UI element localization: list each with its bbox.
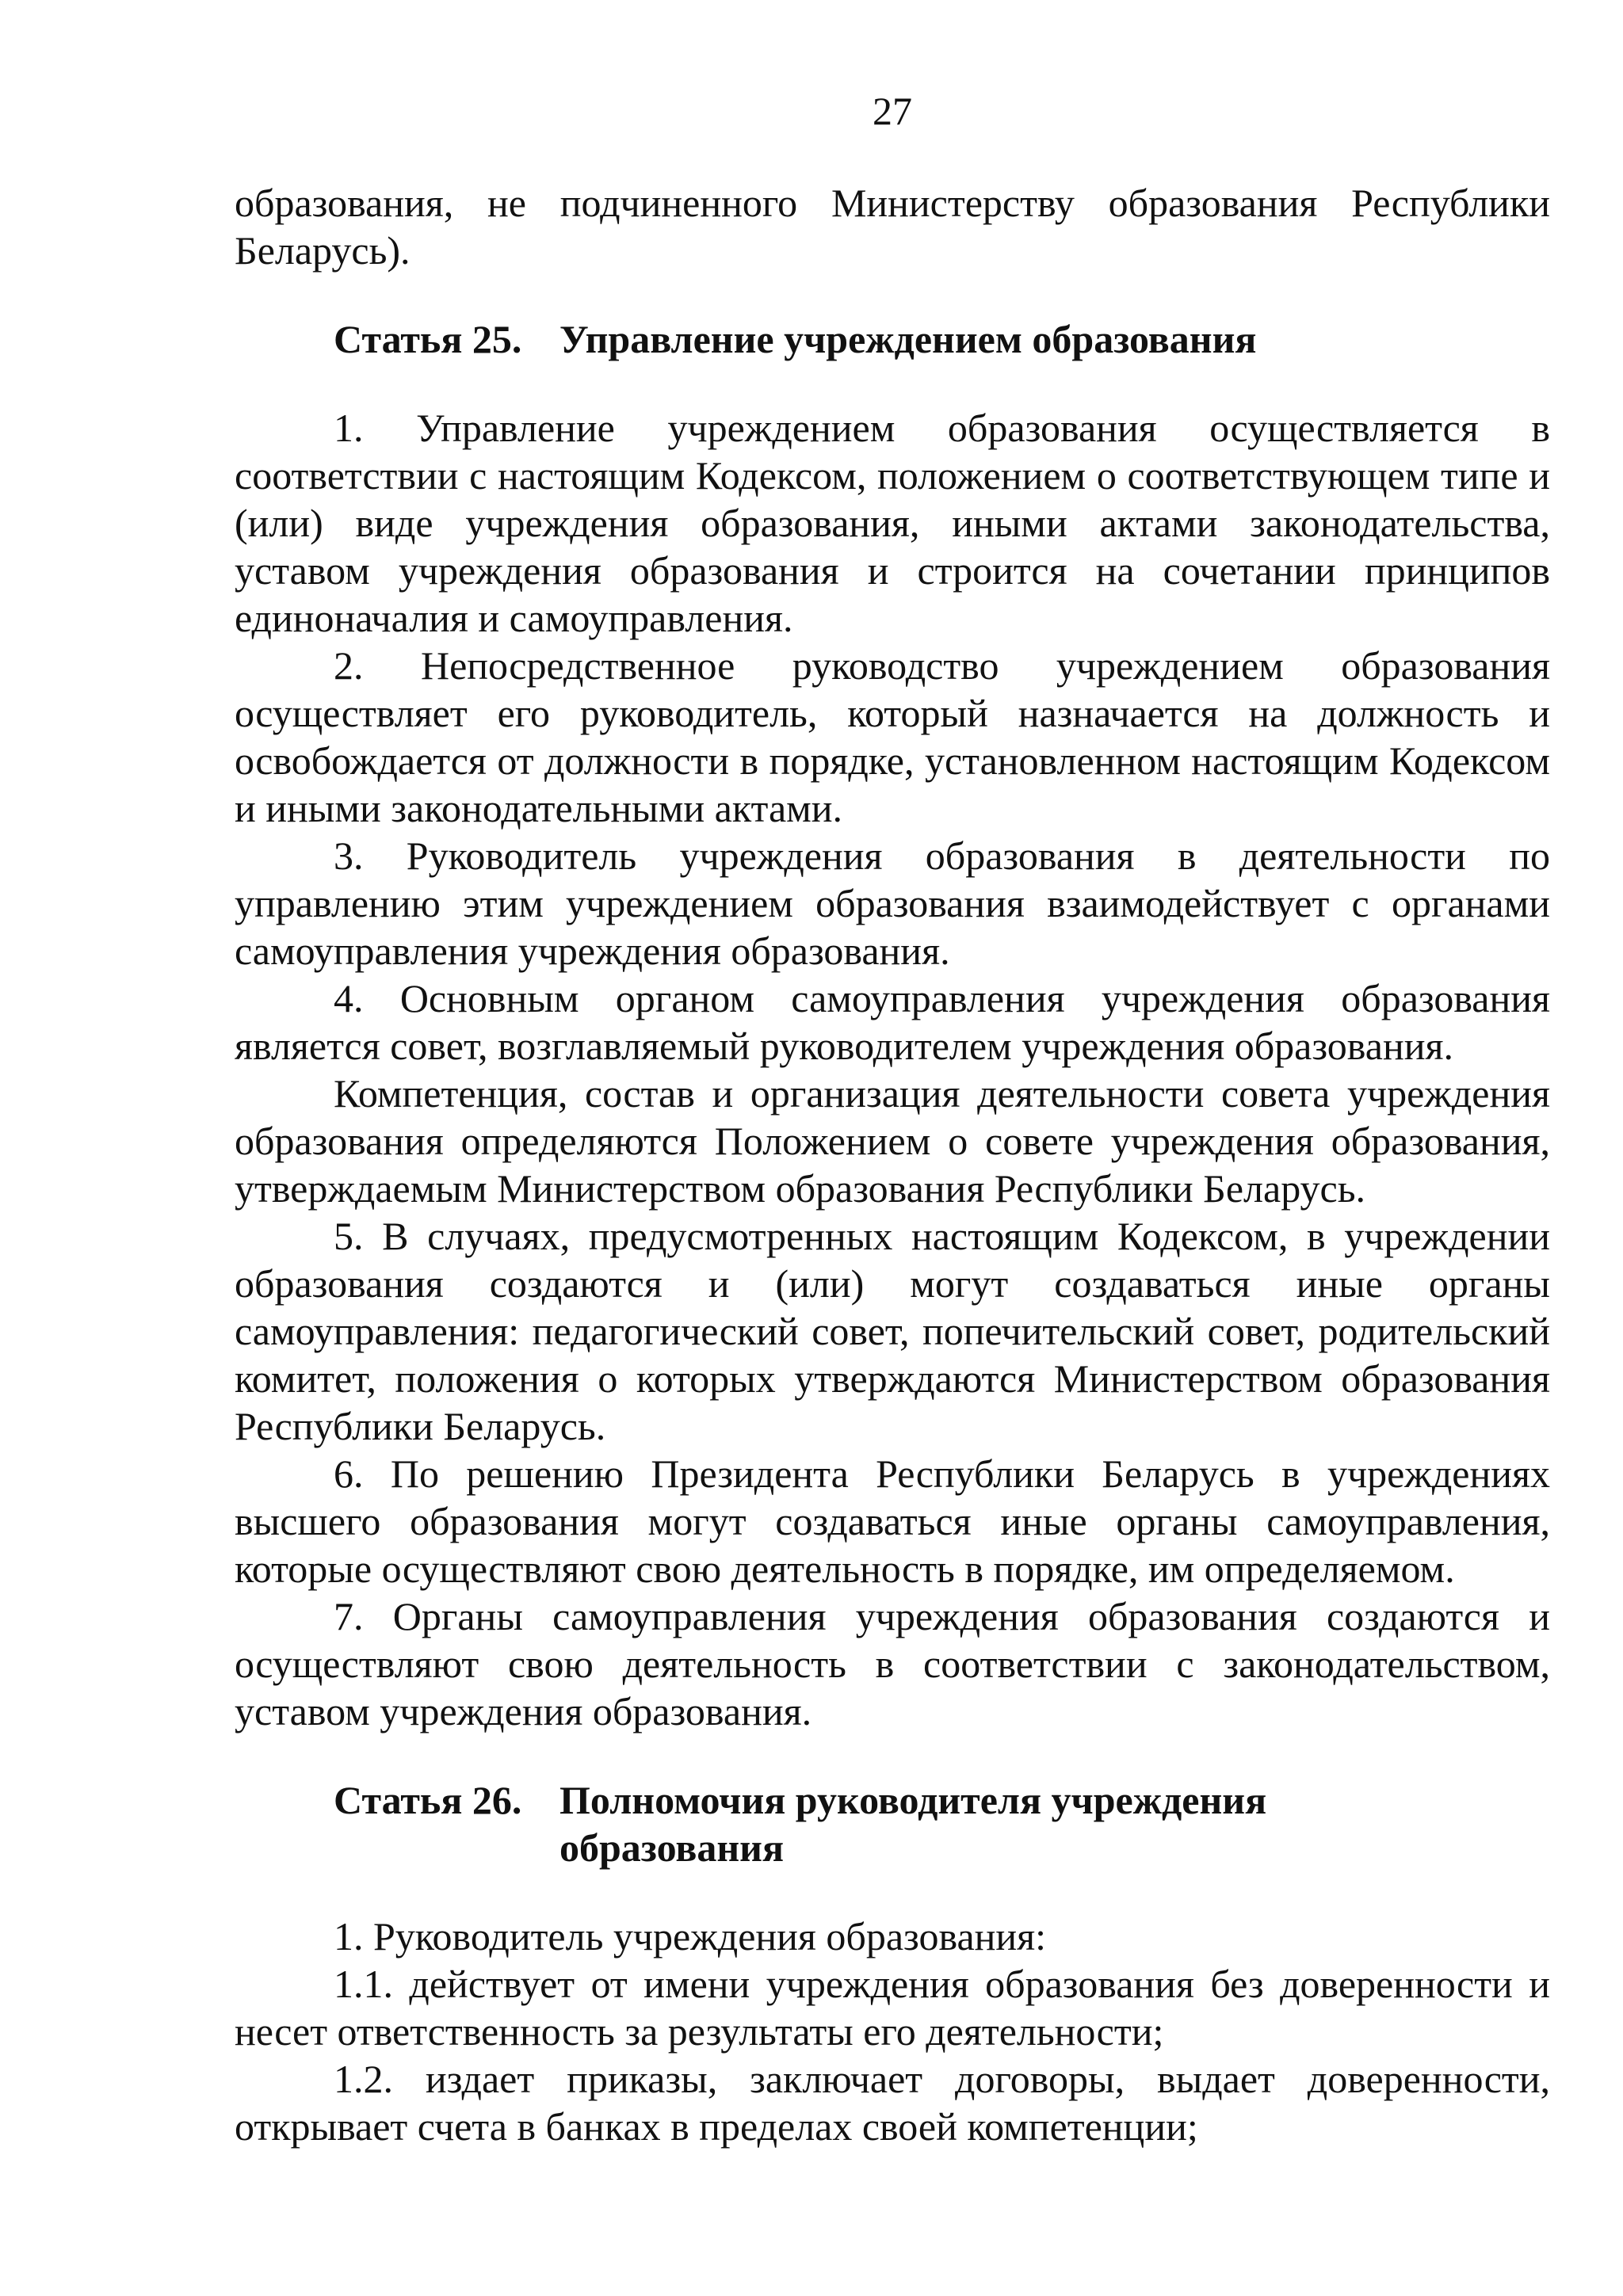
- article-26-paragraph-1: 1. Руководитель учреждения образования:: [334, 1914, 1047, 1958]
- article-25-paragraph-1: 1. Управление учреждением образования осуществляется в соответствии с настоящим Кодексом, положением о соответствующем типе и (или) виде учреждения образования, иными актами законодательства, уставом учреждения образования и строится на сочетании принципов единоначалия и самоуправления.: [235, 406, 1550, 640]
- page-number: 27: [873, 89, 912, 133]
- article-26-body: [235, 1913, 1550, 2150]
- article-26-heading: [235, 1776, 1550, 1871]
- document-page: [235, 87, 1550, 2150]
- article-25-paragraph-4-cont: Компетенция, состав и организация деятельности совета учреждения образования определяются Положением о совете учреждения образования, утверждаемым Министерством образования Республики Беларусь.: [235, 1071, 1550, 1211]
- continuation-paragraph: образования, не подчиненного Министерству образования Республики Беларусь).: [235, 181, 1550, 273]
- article-25-paragraph-2: 2. Непосредственное руководство учреждением образования осуществляет его руководитель, который назначается на должность и освобождается от должности в порядке, установленном настоящим Кодексом и иными законодательными актами.: [235, 643, 1550, 830]
- article-25-paragraph-3: 3. Руководитель учреждения образования в деятельности по управлению этим учреждением образования взаимодействует с органами самоуправления учреждения образования.: [235, 833, 1550, 973]
- article-25-body: [235, 404, 1550, 1735]
- article-25-paragraph-4: 4. Основным органом самоуправления учреждения образования является совет, возглавляемый руководителем учреждения образования.: [235, 976, 1550, 1068]
- article-25-heading: [235, 315, 1550, 363]
- article-25-paragraph-5: 5. В случаях, предусмотренных настоящим Кодексом, в учреждении образования создаются и (или) могут создаваться иные органы самоуправления: педагогический совет, попечительский совет, родительский комитет, положения о которых утверждаются Министерством образования Республики Беларусь.: [235, 1214, 1550, 1448]
- article-26-number: Статья 26.: [334, 1778, 522, 1822]
- article-26-title-line-2: образования: [559, 1825, 785, 1870]
- article-26-paragraph-1-1: 1.1. действует от имени учреждения образования без доверенности и несет ответственность за результаты его деятельности;: [235, 1962, 1550, 2054]
- article-26-title: [559, 1776, 1352, 1871]
- article-25-title: Управление учреждением образования: [559, 317, 1257, 361]
- article-25-number: Статья 25.: [334, 317, 522, 361]
- article-26-paragraph-1-2: 1.2. издает приказы, заключает договоры, выдает доверенности, открывает счета в банках в пределах своей компетенции;: [235, 2057, 1550, 2149]
- article-26-title-line-1: Полномочия руководителя учреждения: [559, 1778, 1267, 1822]
- article-25-paragraph-6: 6. По решению Президента Республики Беларусь в учреждениях высшего образования могут создаваться иные органы самоуправления, которые осуществляют свою деятельность в порядке, им определяемом.: [235, 1451, 1550, 1591]
- article-25-paragraph-7: 7. Органы самоуправления учреждения образования создаются и осуществляют свою деятельность в соответствии с законодательством, уставом учреждения образования.: [235, 1594, 1550, 1733]
